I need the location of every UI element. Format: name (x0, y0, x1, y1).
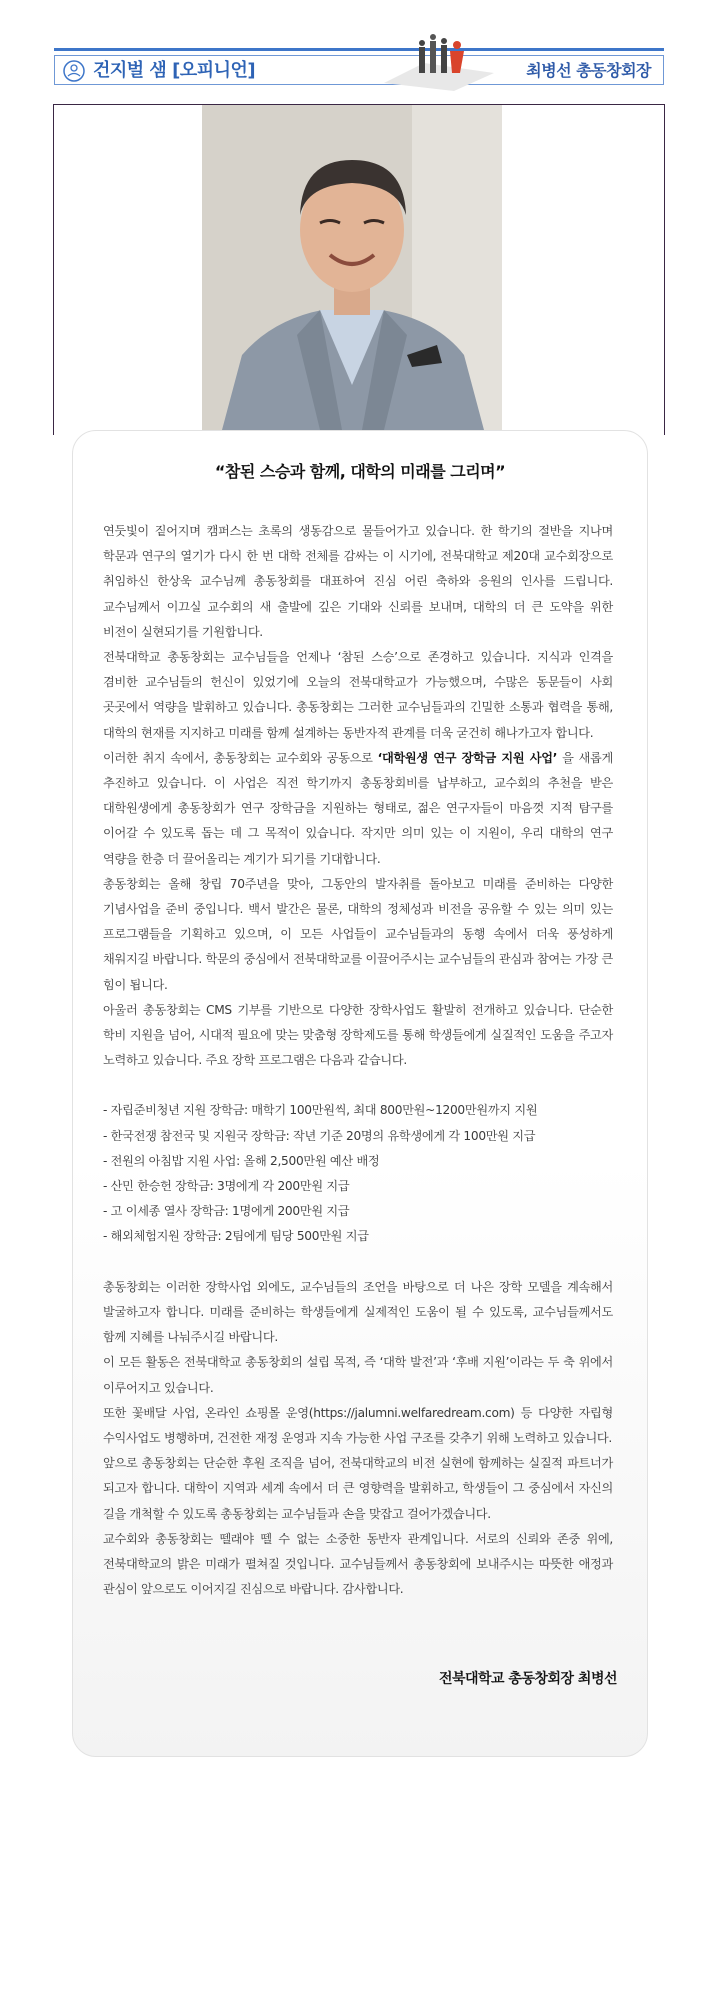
article-signature: 전북대학교 총동창회장 최병선 (438, 1671, 617, 1687)
article-paragraph: 전북대학교 총동창회는 교수님들을 언제나 ‘참된 스승’으로 존경하고 있습니다. 지식과 인격을 겸비한 교수님들의 헌신이 있었기에 오늘의 전북대학교가 가능했으며, 수많은 동문들이 사회 곳곳에서 역량을 발휘하고 있습니다. 총동창회는 그러한 교수님들과의 긴밀한 소통과 협력을 통해, 대학의 현재를 지지하고 미래를 함께 설계하는 동반자적 관계를 더욱 굳건히 해나가고자 합니다. (103, 650, 613, 740)
scholarship-list-item: - 산민 한승헌 장학금: 3명에게 각 200만원 지급 (103, 1179, 350, 1194)
author-photo (202, 105, 502, 430)
column-author: 최병선 총동창회장 (526, 61, 651, 80)
scholarship-list-item: - 해외체험지원 장학금: 2팀에게 팀당 500만원 지급 (103, 1229, 369, 1244)
spacer (103, 1250, 613, 1275)
article-paragraph: 연둣빛이 짙어지며 캠퍼스는 초록의 생동감으로 물들어가고 있습니다. 한 학기의 절반을 지나며 학문과 연구의 열기가 다시 한 번 대학 전체를 감싸는 이 시기에, 전북대학교 제20대 교수회장으로 취임하신 한상욱 교수님께 총동창회를 대표하여 진심 어린 축하와 응원의 인사를 드립니다. 교수님께서 이끄실 교수회의 새 출발에 깊은 기대와 신뢰를 보내며, 대학의 더 큰 도약을 위한 비전이 실현되기를 기원합니다. (103, 524, 613, 639)
paragraph-text: 을 새롭게 추진하고 있습니다. 이 사업은 직전 학기까지 총동창회비를 납부하고, 교수회의 추천을 받은 대학원생에게 총동창회가 연구 장학금을 지원하는 형태로, 젊은 연구자들이 마음껏 지적 탐구를 이어갈 수 있도록 돕는 데 그 목적이 있습니다. 작지만 의미 있는 이 지원이, 우리 대학의 연구 역량을 한층 더 끌어올리는 계기가 되기를 기대합니다. (103, 750, 613, 866)
article-paragraph (103, 746, 613, 872)
opinion-banner (54, 48, 664, 86)
article-paragraph: 아울러 총동창회는 CMS 기부를 기반으로 다양한 장학사업도 활발히 전개하고 있습니다. 단순한 학비 지원을 넘어, 시대적 필요에 맞는 맞춤형 장학제도를 통해 학생들에게 실질적인 도움을 주고자 노력하고 있습니다. 주요 장학 프로그램은 다음과 같습니다. (103, 1002, 613, 1068)
article-paragraph: 총동창회는 이러한 장학사업 외에도, 교수님들의 조언을 바탕으로 더 나은 장학 모델을 계속해서 발굴하고자 합니다. 미래를 준비하는 학생들에게 실제적인 도움이 될 수 있도록, 교수님들께서도 함께 지혜를 나눠주시길 바랍니다. (103, 1279, 613, 1345)
scholarship-list-item: - 한국전쟁 참전국 및 지원국 장학금: 작년 기준 20명의 유학생에게 각 100만원 지급 (103, 1128, 536, 1143)
column-title: 건지벌 샘 [오피니언] (93, 60, 256, 81)
spacer (103, 1073, 613, 1098)
scholarship-list-item: - 전원의 아침밥 지원 사업: 올해 2,500만원 예산 배정 (103, 1153, 380, 1168)
scholarship-list-item: - 고 이세종 열사 장학금: 1명에게 200만원 지급 (103, 1204, 350, 1219)
banner-box (54, 55, 664, 85)
scholarship-list-item: - 자립준비청년 지원 장학금: 매학기 100만원씩, 최대 800만원~1200만원까지 지원 (103, 1103, 538, 1118)
article-paragraph: 앞으로 총동창회는 단순한 후원 조직을 넘어, 전북대학교의 비전 실현에 함께하는 실질적 파트너가 되고자 합니다. 대학이 지역과 세계 속에서 더 큰 영향력을 발휘하고, 학생들이 그 중심에서 자신의 길을 개척할 수 있도록 총동창회는 교수님들과 손을 맞잡고 걸어가겠습니다. (103, 1456, 613, 1521)
paragraph-text: 이러한 취지 속에서, 총동창회는 교수회와 공동으로 (103, 750, 378, 765)
podium-figures-icon (364, 33, 504, 91)
university-emblem-icon (63, 60, 85, 82)
person-portrait-icon (202, 105, 502, 430)
article-title: “참된 스승과 함께, 대학의 미래를 그리며” (214, 462, 506, 481)
article-card (72, 430, 648, 1757)
article-body (103, 519, 613, 1602)
highlighted-program-name: ‘대학원생 연구 장학금 지원 사업’ (377, 750, 558, 765)
photo-frame (53, 104, 665, 435)
article-paragraph: 이 모든 활동은 전북대학교 총동창회의 설립 목적, 즉 ‘대학 발전’과 ‘후배 지원’이라는 두 축 위에서 이루어지고 있습니다. (103, 1355, 613, 1395)
article-paragraph: 교수회와 총동창회는 뗄래야 뗄 수 없는 소중한 동반자 관계입니다. 서로의 신뢰와 존중 위에, 전북대학교의 밝은 미래가 펼쳐질 것입니다. 교수님들께서 총동창회에 보내주시는 따뜻한 애정과 관심이 앞으로도 이어지길 진심으로 바랍니다. 감사합니다. (103, 1531, 613, 1597)
article-paragraph: 또한 꽃배달 사업, 온라인 쇼핑몰 운영(https://jalumni.welfaredream.com) 등 다양한 자립형 수익사업도 병행하며, 건전한 재정 운영과 지속 가능한 사업 구조를 갖추기 위해 노력하고 있습니다. (103, 1405, 613, 1445)
article-paragraph: 총동창회는 올해 창립 70주년을 맞아, 그동안의 발자취를 돌아보고 미래를 준비하는 다양한 기념사업을 준비 중입니다. 백서 발간은 물론, 대학의 정체성과 비전을 공유할 수 있는 의미 있는 프로그램들을 기획하고 있으며, 이 모든 사업들이 교수님들과의 동행 속에서 더욱 풍성하게 채워지길 바랍니다. 학문의 중심에서 전북대학교를 이끌어주시는 교수님들의 관심과 참여는 가장 큰 힘이 됩니다. (103, 876, 613, 992)
